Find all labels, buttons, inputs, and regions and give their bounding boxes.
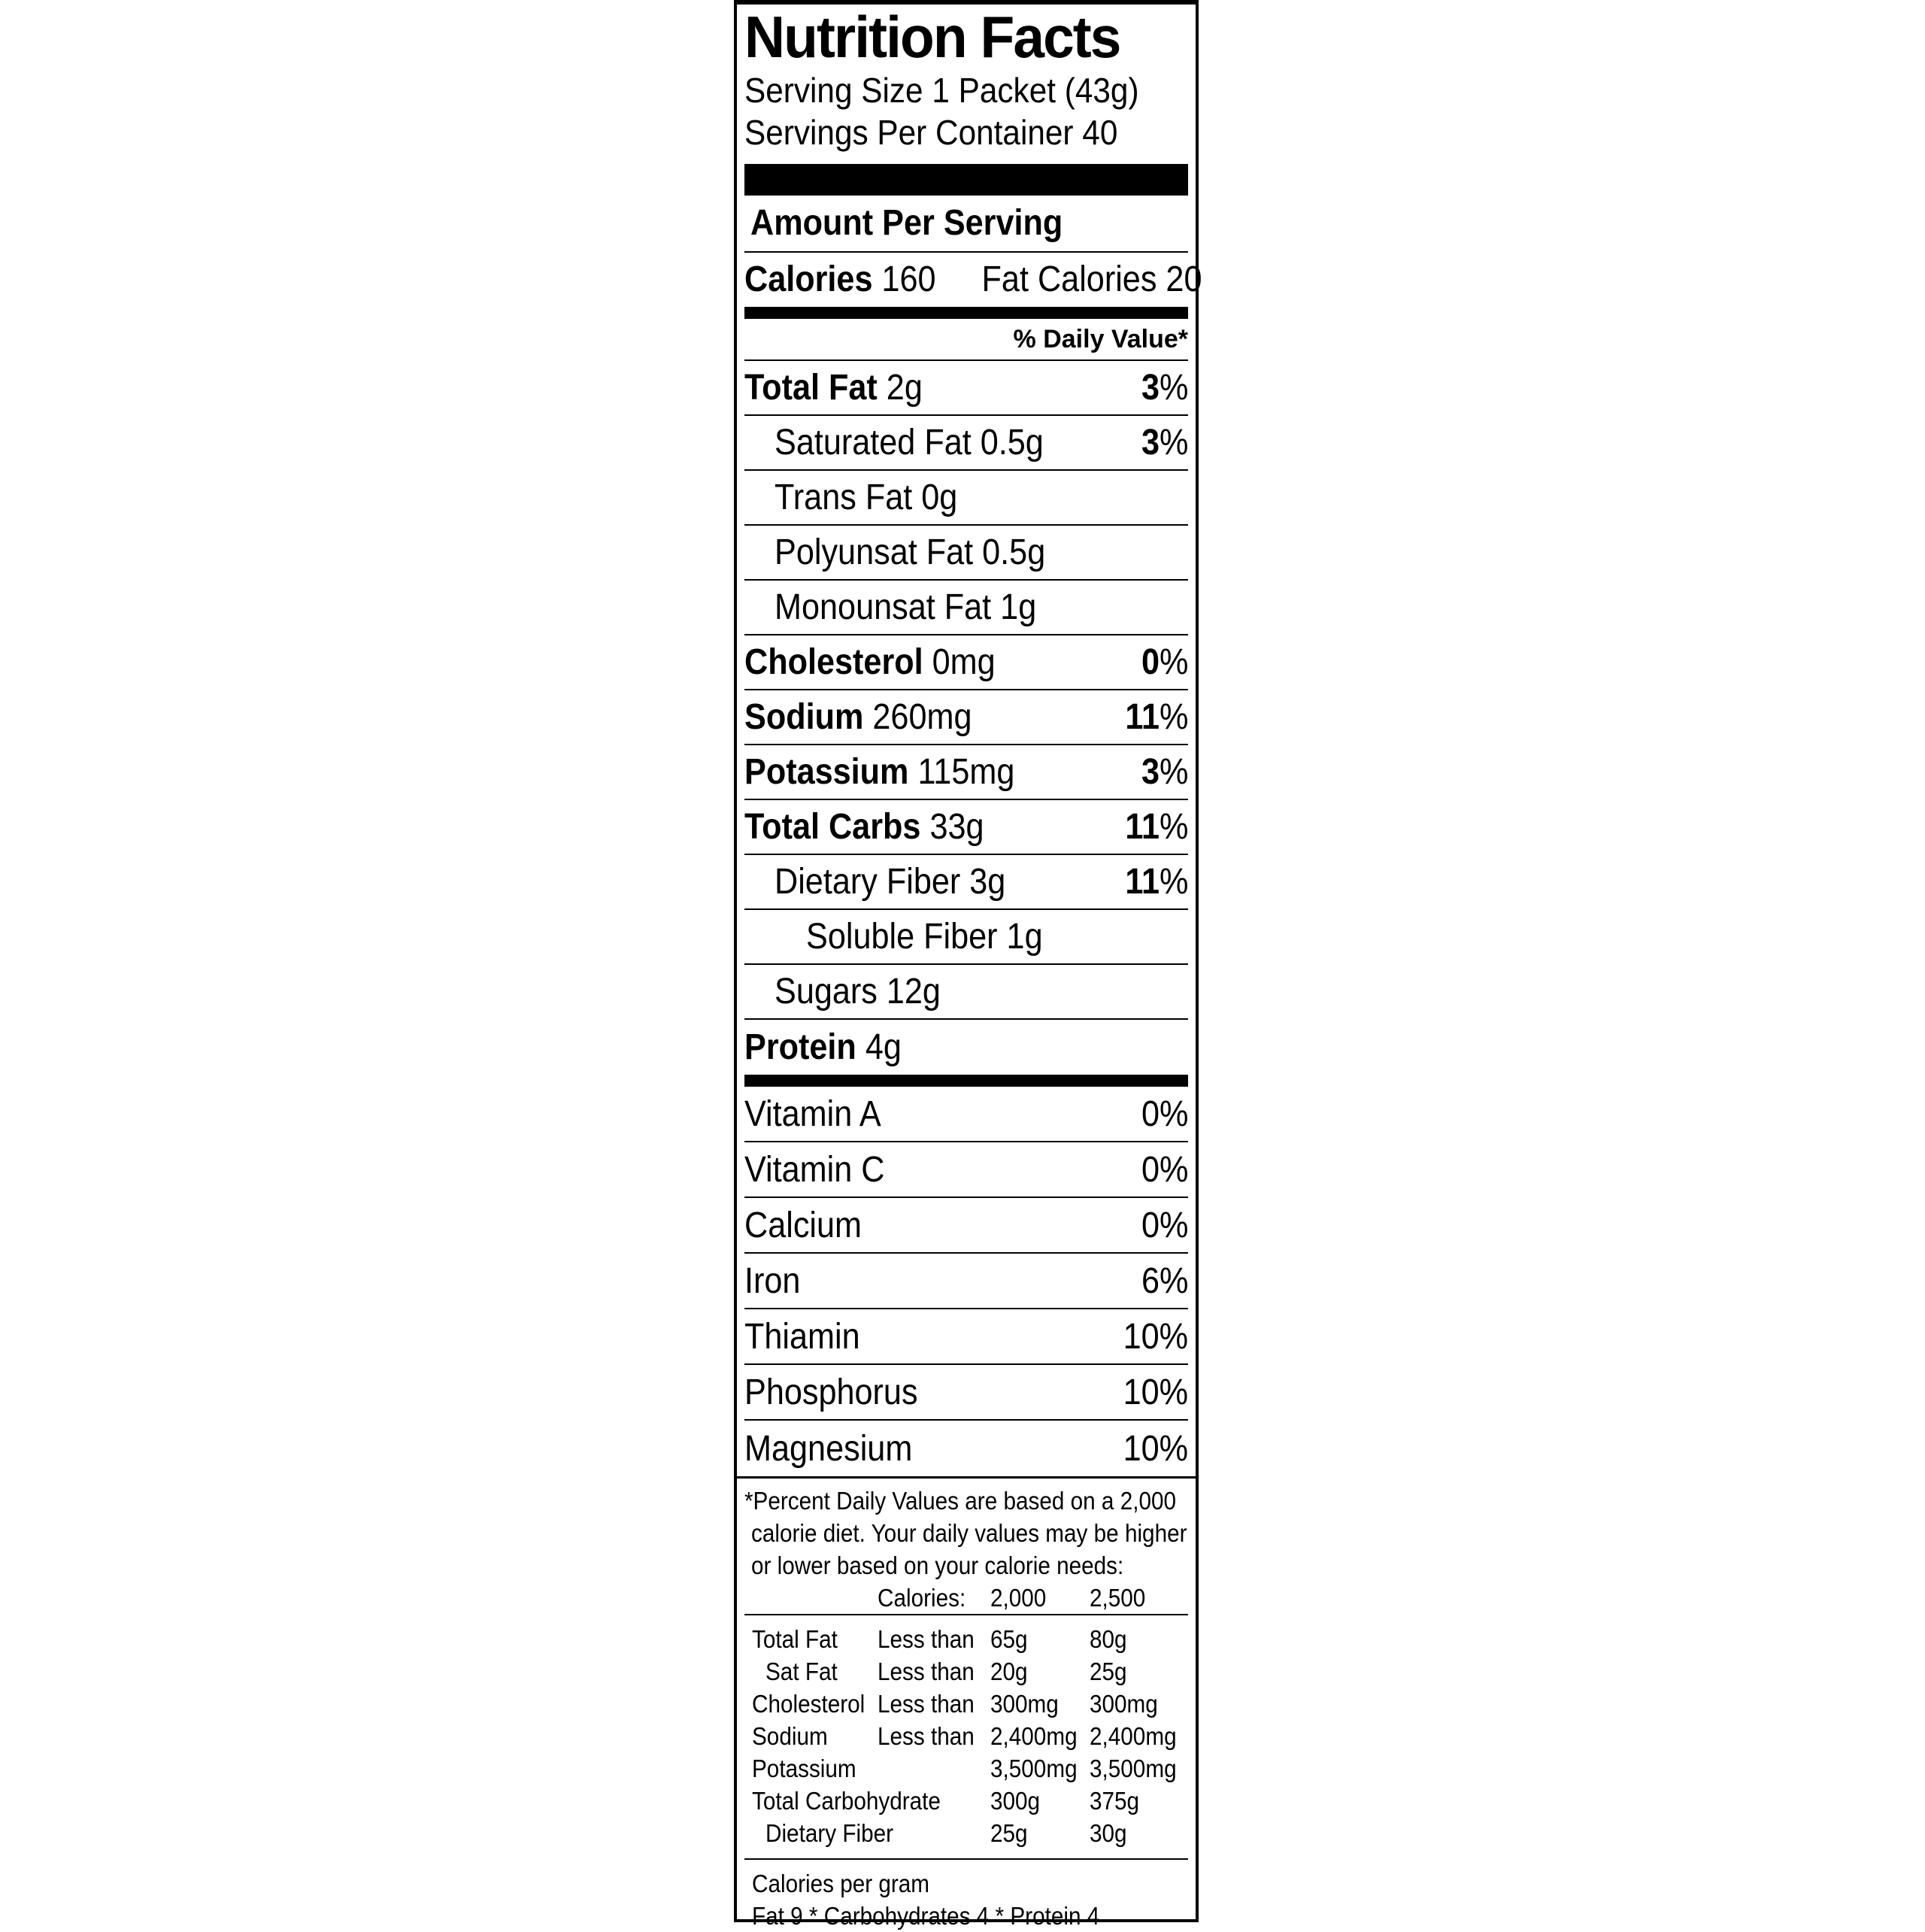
vitamin-row: Vitamin A 0%: [744, 1087, 1188, 1142]
amount-per-serving: Amount Per Serving: [744, 196, 1188, 253]
vitamin-row: Phosphorus 10%: [744, 1365, 1188, 1421]
nutrient-row: Total Fat 2g 3%: [744, 361, 1188, 416]
nutrient-row: Cholesterol 0mg 0%: [744, 635, 1188, 690]
nutrient-row: Monounsat Fat 1g: [744, 581, 1188, 635]
vitamin-row: Magnesium 10%: [744, 1428, 1188, 1469]
vitamin-row: Thiamin 10%: [744, 1309, 1188, 1365]
fat-calories-label: Fat Calories: [981, 259, 1157, 299]
vitamin-row: Calcium 0%: [744, 1198, 1188, 1254]
medium-divider: [744, 1075, 1188, 1087]
calories-row: [744, 253, 1202, 307]
table-row: Total Carbohydrate 300g 375g: [752, 1787, 1140, 1815]
nutrient-row: Dietary Fiber 3g 11%: [744, 855, 1188, 910]
nutrient-row: Total Carbs 33g 11%: [744, 800, 1188, 855]
nutrient-row: Polyunsat Fat 0.5g: [744, 526, 1188, 581]
nutrient-row: Soluble Fiber 1g: [744, 910, 1188, 965]
daily-value-header: % Daily Value*: [744, 319, 1188, 361]
table-row: Cholesterol Less than 300mg 300mg: [752, 1690, 1158, 1718]
nutrient-row: Protein 4g: [744, 1027, 902, 1067]
nutrition-facts-label: [734, 0, 1202, 1930]
label-title: Nutrition Facts: [744, 4, 1120, 70]
table-header-row: Calories: 2,000 2,500: [744, 1582, 1188, 1615]
vitamin-row: Vitamin C 0%: [744, 1142, 1188, 1198]
serving-size: Serving Size 1 Packet (43g): [744, 71, 1139, 110]
calories-per-gram: Calories per gram Fat 9 * Carbohydrates 4 * Protein 4: [752, 1870, 1100, 1930]
calories-value: 160: [881, 259, 936, 299]
table-row: Potassium 3,500mg 3,500mg: [752, 1755, 1177, 1782]
daily-values-table: [744, 1582, 1188, 1849]
fat-calories-value: 20: [1166, 259, 1202, 299]
table-row: Sat Fat Less than 20g 25g: [765, 1658, 1127, 1685]
vitamin-row: Iron 6%: [744, 1254, 1188, 1309]
table-row: Dietary Fiber 25g 30g: [765, 1819, 1127, 1847]
nutrient-row: Trans Fat 0g: [744, 471, 1188, 526]
thick-divider: [744, 164, 1188, 196]
table-row: Sodium Less than 2,400mg 2,400mg: [752, 1722, 1177, 1750]
nutrient-row: Potassium 115mg 3%: [744, 745, 1188, 800]
nutrient-row: Sodium 260mg 11%: [744, 690, 1188, 745]
table-row: Total Fat Less than 65g 80g: [752, 1625, 1127, 1653]
nutrient-row: Sugars 12g: [744, 965, 1188, 1020]
medium-divider: [744, 307, 1188, 319]
footnote-text: *Percent Daily Values are based on a 2,000 calorie diet. Your daily values may be higher or lower based on your calorie needs:: [744, 1487, 1187, 1579]
calories-label: Calories: [744, 259, 873, 299]
servings-per-container: Servings Per Container 40: [744, 113, 1118, 152]
nutrient-row: Saturated Fat 0.5g 3%: [744, 416, 1188, 471]
